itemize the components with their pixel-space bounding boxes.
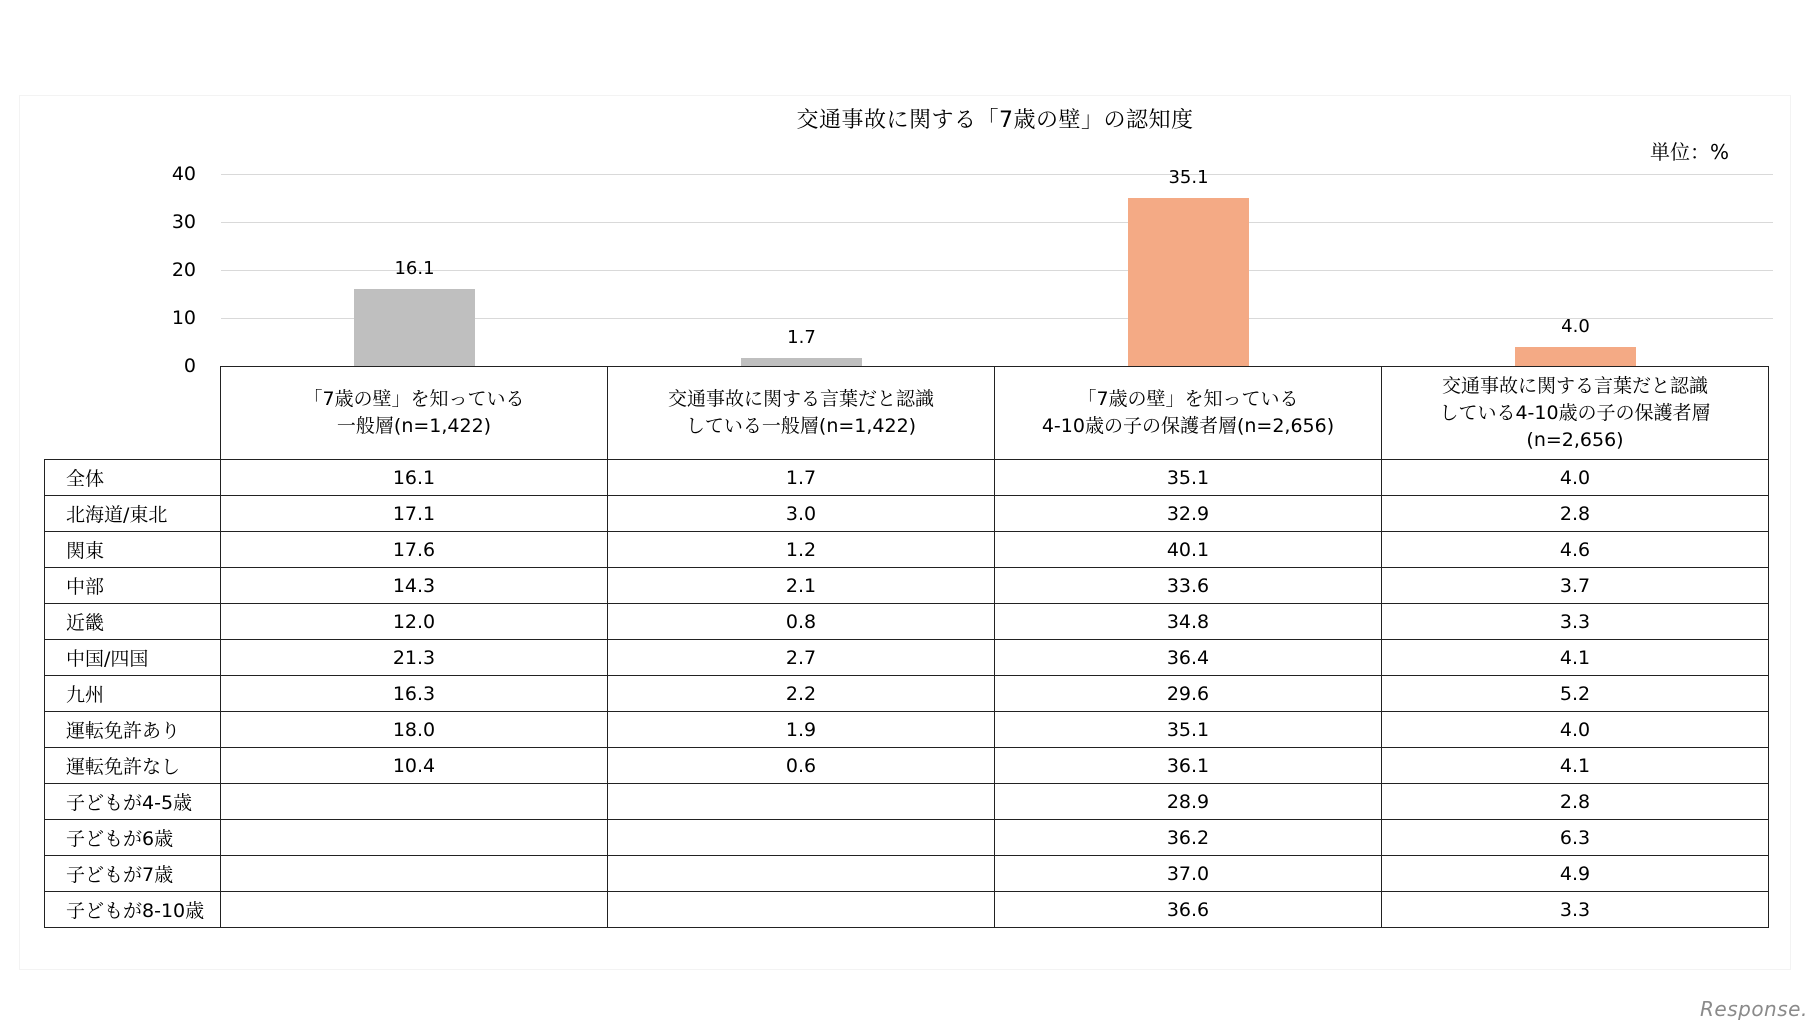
table-cell <box>608 784 995 820</box>
table-cell: 10.4 <box>221 748 608 784</box>
table-cell: 3.3 <box>1382 892 1769 928</box>
table-cell: 6.3 <box>1382 820 1769 856</box>
y-tick-label: 0 <box>183 355 196 377</box>
table-column-header: 交通事故に関する言葉だと認識 している4-10歳の子の保護者層 (n=2,656) <box>1382 367 1769 460</box>
table-cell: 2.8 <box>1382 496 1769 532</box>
y-tick-label: 10 <box>171 307 196 329</box>
watermark-logo: Response. <box>1700 997 1808 1021</box>
table-row-label: 全体 <box>45 460 221 496</box>
table-cell: 1.7 <box>608 460 995 496</box>
table-body <box>45 460 1769 928</box>
table-row <box>45 748 1769 784</box>
table-cell: 35.1 <box>995 460 1382 496</box>
table-row-label: 近畿 <box>45 604 221 640</box>
table-column-header: 「7歳の壁」を知っている 4-10歳の子の保護者層(n=2,656) <box>995 367 1382 460</box>
table-cell: 2.1 <box>608 568 995 604</box>
table-cell <box>608 892 995 928</box>
data-table <box>44 366 1769 928</box>
table-cell: 17.1 <box>221 496 608 532</box>
table-column-header: 「7歳の壁」を知っている 一般層(n=1,422) <box>221 367 608 460</box>
table-cell: 29.6 <box>995 676 1382 712</box>
table-cell: 16.1 <box>221 460 608 496</box>
table-cell: 4.0 <box>1382 460 1769 496</box>
table-cell: 2.7 <box>608 640 995 676</box>
bar-value-label: 35.1 <box>1168 166 1209 188</box>
table-cell: 14.3 <box>221 568 608 604</box>
table-cell: 12.0 <box>221 604 608 640</box>
table-cell <box>221 856 608 892</box>
table-cell: 36.6 <box>995 892 1382 928</box>
table-row-label: 子どもが7歳 <box>45 856 221 892</box>
table-cell: 0.6 <box>608 748 995 784</box>
table-row-label: 中国/四国 <box>45 640 221 676</box>
table-cell: 1.9 <box>608 712 995 748</box>
table-cell: 16.3 <box>221 676 608 712</box>
table-cell: 2.2 <box>608 676 995 712</box>
table-row <box>45 784 1769 820</box>
table-cell <box>608 820 995 856</box>
gridline <box>221 174 1773 175</box>
table-cell: 34.8 <box>995 604 1382 640</box>
table-corner-cell <box>45 367 221 460</box>
table-row-label: 子どもが6歳 <box>45 820 221 856</box>
bar <box>1128 198 1249 366</box>
bar <box>1515 347 1636 366</box>
table-cell <box>221 892 608 928</box>
table-row <box>45 856 1769 892</box>
table-row <box>45 892 1769 928</box>
table-column-header: 交通事故に関する言葉だと認識 している一般層(n=1,422) <box>608 367 995 460</box>
chart-title: 交通事故に関する「7歳の壁」の認知度 <box>796 108 1194 133</box>
table-cell: 21.3 <box>221 640 608 676</box>
table-row-label: 北海道/東北 <box>45 496 221 532</box>
table-cell: 2.8 <box>1382 784 1769 820</box>
table-cell: 40.1 <box>995 532 1382 568</box>
table-row <box>45 496 1769 532</box>
table-cell <box>608 856 995 892</box>
y-tick-label: 30 <box>171 211 196 233</box>
table-cell: 3.7 <box>1382 568 1769 604</box>
table-cell <box>221 820 608 856</box>
table-row <box>45 640 1769 676</box>
table-row <box>45 568 1769 604</box>
table-row <box>45 460 1769 496</box>
table-cell: 33.6 <box>995 568 1382 604</box>
table-cell: 1.2 <box>608 532 995 568</box>
table-cell: 28.9 <box>995 784 1382 820</box>
table-row-label: 子どもが4-5歳 <box>45 784 221 820</box>
table-cell: 3.3 <box>1382 604 1769 640</box>
table-row <box>45 604 1769 640</box>
table-cell: 3.0 <box>608 496 995 532</box>
table-row <box>45 712 1769 748</box>
table-cell: 18.0 <box>221 712 608 748</box>
table-cell: 35.1 <box>995 712 1382 748</box>
table-cell: 4.1 <box>1382 748 1769 784</box>
table-row-label: 中部 <box>45 568 221 604</box>
table-row-label: 九州 <box>45 676 221 712</box>
table-cell <box>221 784 608 820</box>
table-cell: 37.0 <box>995 856 1382 892</box>
table-cell: 4.9 <box>1382 856 1769 892</box>
table-cell: 4.1 <box>1382 640 1769 676</box>
table-cell: 0.8 <box>608 604 995 640</box>
table-cell: 32.9 <box>995 496 1382 532</box>
table-cell: 4.6 <box>1382 532 1769 568</box>
table-row-label: 関東 <box>45 532 221 568</box>
table-row-label: 運転免許あり <box>45 712 221 748</box>
table-cell: 36.1 <box>995 748 1382 784</box>
bar-value-label: 1.7 <box>787 326 816 348</box>
table-row <box>45 532 1769 568</box>
table-cell: 17.6 <box>221 532 608 568</box>
table-cell: 5.2 <box>1382 676 1769 712</box>
bar <box>741 358 862 366</box>
table-row-label: 運転免許なし <box>45 748 221 784</box>
bar <box>354 289 475 366</box>
table-row <box>45 676 1769 712</box>
gridline <box>221 222 1773 223</box>
bar-value-label: 4.0 <box>1561 315 1590 337</box>
table-header-row <box>45 367 1769 460</box>
y-tick-label: 40 <box>171 163 196 185</box>
table-row-label: 子どもが8-10歳 <box>45 892 221 928</box>
bar-value-label: 16.1 <box>394 257 435 279</box>
table-cell: 36.2 <box>995 820 1382 856</box>
table-row <box>45 820 1769 856</box>
table-cell: 4.0 <box>1382 712 1769 748</box>
y-tick-label: 20 <box>171 259 196 281</box>
table-cell: 36.4 <box>995 640 1382 676</box>
unit-label: 単位：% <box>1650 140 1730 164</box>
